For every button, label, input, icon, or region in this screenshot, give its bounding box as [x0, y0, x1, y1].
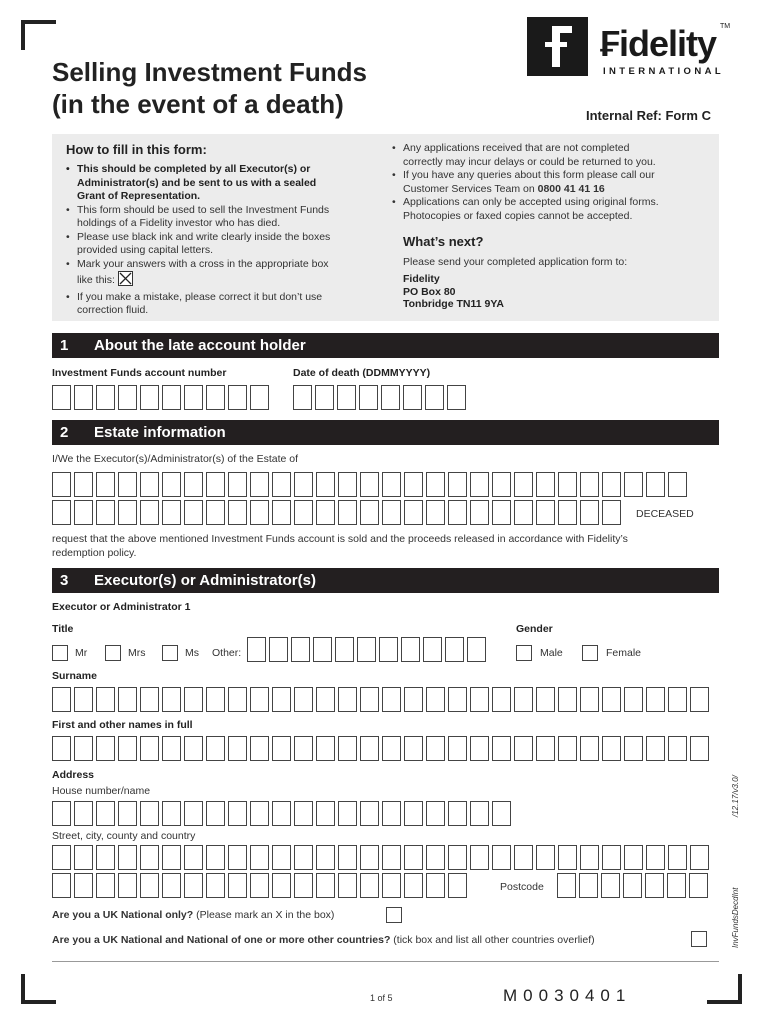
character-box[interactable] — [470, 500, 489, 525]
gender-male-checkbox[interactable] — [516, 645, 532, 661]
character-box[interactable] — [250, 873, 269, 898]
character-box[interactable] — [382, 845, 401, 870]
character-box[interactable] — [162, 687, 181, 712]
whats-next-text: Please send your completed application form to: — [403, 256, 628, 268]
character-box[interactable] — [272, 736, 291, 761]
corner-mark-bottom-left — [21, 974, 56, 1004]
uk-dual-national-question: Are you a UK National and National of one or more other countries? (tick box and list all other countries overlief) — [52, 934, 595, 946]
street-field-line-1[interactable] — [52, 845, 709, 870]
character-box[interactable] — [492, 472, 511, 497]
character-box[interactable] — [492, 736, 511, 761]
character-box[interactable] — [536, 736, 555, 761]
character-box[interactable] — [118, 801, 137, 826]
executor-1-label: Executor or Administrator 1 — [52, 601, 191, 613]
character-box[interactable] — [601, 873, 620, 898]
character-box[interactable] — [557, 873, 576, 898]
first-names-label: First and other names in full — [52, 719, 193, 731]
character-box[interactable] — [646, 845, 665, 870]
character-box[interactable] — [250, 801, 269, 826]
title-mr-checkbox[interactable] — [52, 645, 68, 661]
first-names-field[interactable] — [52, 736, 709, 761]
title-mr-label: Mr — [75, 647, 88, 659]
redemption-request-text: request that the above mentioned Investment Funds account is sold and the proceeds released in accordance with Fidelity’s redemption policy. — [52, 533, 628, 559]
character-box[interactable] — [140, 873, 159, 898]
character-box[interactable] — [448, 687, 467, 712]
character-box[interactable] — [96, 472, 115, 497]
character-box[interactable] — [74, 472, 93, 497]
character-box[interactable] — [247, 637, 266, 662]
character-box[interactable] — [162, 845, 181, 870]
character-box[interactable] — [602, 687, 621, 712]
character-box[interactable] — [52, 472, 71, 497]
character-box[interactable] — [140, 472, 159, 497]
character-box[interactable] — [250, 687, 269, 712]
phone-number: 0800 41 41 16 — [537, 182, 605, 195]
logo-subtitle: INTERNATIONAL — [603, 66, 725, 77]
character-box[interactable] — [558, 736, 577, 761]
character-box[interactable] — [445, 637, 464, 662]
character-box[interactable] — [558, 472, 577, 497]
uk-dual-national-checkbox[interactable] — [691, 931, 707, 947]
character-box[interactable] — [184, 385, 203, 410]
deceased-name-field-line-2[interactable] — [52, 500, 621, 525]
title-other-label: Other: — [212, 647, 242, 659]
character-box[interactable] — [404, 500, 423, 525]
character-box[interactable] — [250, 845, 269, 870]
character-box[interactable] — [228, 472, 247, 497]
form-reference-code: M0030401 — [503, 986, 632, 1005]
character-box[interactable] — [294, 687, 313, 712]
character-box[interactable] — [118, 385, 137, 410]
gender-female-label: Female — [606, 647, 642, 659]
character-box[interactable] — [206, 873, 225, 898]
character-box[interactable] — [52, 687, 71, 712]
character-box[interactable] — [668, 687, 687, 712]
character-box[interactable] — [269, 637, 288, 662]
account-number-field[interactable] — [52, 385, 269, 410]
fidelity-logo-icon — [527, 17, 588, 76]
character-box[interactable] — [514, 736, 533, 761]
how-to-item: • This should be completed by all Executor(s) or Administrator(s) and be sent to us with a sealed Grant of Representation. — [64, 163, 384, 204]
character-box[interactable] — [74, 500, 93, 525]
character-box[interactable] — [184, 687, 203, 712]
note-item: • Applications can only be accepted using original forms. Photocopies or faxed copies cannot be accepted. — [390, 196, 715, 223]
character-box[interactable] — [404, 845, 423, 870]
title-other-field[interactable] — [247, 637, 486, 662]
character-box[interactable] — [382, 472, 401, 497]
house-name-field[interactable] — [52, 801, 511, 826]
character-box[interactable] — [448, 801, 467, 826]
character-box[interactable] — [338, 500, 357, 525]
character-box[interactable] — [315, 385, 334, 410]
character-box[interactable] — [359, 385, 378, 410]
character-box[interactable] — [162, 736, 181, 761]
character-box[interactable] — [140, 801, 159, 826]
character-box[interactable] — [316, 801, 335, 826]
character-box[interactable] — [426, 687, 445, 712]
character-box[interactable] — [52, 801, 71, 826]
character-box[interactable] — [140, 687, 159, 712]
character-box[interactable] — [514, 687, 533, 712]
character-box[interactable] — [448, 873, 467, 898]
character-box[interactable] — [646, 687, 665, 712]
logo-wordmark: ₣idelity — [600, 23, 717, 64]
character-box[interactable] — [382, 736, 401, 761]
character-box[interactable] — [667, 873, 686, 898]
character-box[interactable] — [316, 472, 335, 497]
note-item: • Any applications received that are not completed correctly may incur delays or could be returned to you. — [390, 142, 715, 169]
character-box[interactable] — [118, 472, 137, 497]
character-box[interactable] — [558, 687, 577, 712]
character-box[interactable] — [579, 873, 598, 898]
character-box[interactable] — [492, 687, 511, 712]
character-box[interactable] — [602, 845, 621, 870]
character-box[interactable] — [602, 472, 621, 497]
notes-list — [390, 142, 715, 223]
character-box[interactable] — [228, 500, 247, 525]
character-box[interactable] — [294, 736, 313, 761]
character-box[interactable] — [52, 500, 71, 525]
character-box[interactable] — [448, 845, 467, 870]
character-box[interactable] — [313, 637, 332, 662]
character-box[interactable] — [580, 500, 599, 525]
character-box[interactable] — [250, 736, 269, 761]
character-box[interactable] — [294, 500, 313, 525]
character-box[interactable] — [96, 845, 115, 870]
character-box[interactable] — [206, 801, 225, 826]
form-code: InvFundsDecdInt — [731, 887, 740, 948]
character-box[interactable] — [536, 687, 555, 712]
character-box[interactable] — [96, 500, 115, 525]
postcode-label: Postcode — [500, 881, 544, 893]
character-box[interactable] — [448, 736, 467, 761]
character-box[interactable] — [162, 801, 181, 826]
address-label: Address — [52, 769, 95, 781]
character-box[interactable] — [293, 385, 312, 410]
uk-national-only-checkbox[interactable] — [386, 907, 402, 923]
character-box[interactable] — [338, 845, 357, 870]
character-box[interactable] — [272, 873, 291, 898]
character-box[interactable] — [162, 500, 181, 525]
character-box[interactable] — [316, 687, 335, 712]
character-box[interactable] — [580, 845, 599, 870]
character-box[interactable] — [404, 873, 423, 898]
character-box[interactable] — [470, 687, 489, 712]
character-box[interactable] — [360, 845, 379, 870]
character-box[interactable] — [360, 500, 379, 525]
character-box[interactable] — [624, 687, 643, 712]
character-box[interactable] — [426, 873, 445, 898]
character-box[interactable] — [206, 472, 225, 497]
footer-divider — [52, 961, 719, 962]
character-box[interactable] — [580, 472, 599, 497]
character-box[interactable] — [338, 472, 357, 497]
character-box[interactable] — [294, 801, 313, 826]
character-box[interactable] — [558, 845, 577, 870]
character-box[interactable] — [423, 637, 442, 662]
character-box[interactable] — [492, 500, 511, 525]
how-to-item: • Please use black ink and write clearly inside the boxes provided using capital letters. — [64, 231, 384, 258]
gender-female-checkbox[interactable] — [582, 645, 598, 661]
character-box[interactable] — [162, 385, 181, 410]
section-1-header: 1 About the late account holder — [52, 333, 719, 358]
corner-mark-top-left — [21, 20, 56, 50]
character-box[interactable] — [668, 736, 687, 761]
how-to-item: • Mark your answers with a cross in the appropriate box like this: — [64, 258, 384, 288]
title-line-2: (in the event of a death) — [52, 89, 344, 119]
internal-ref: Internal Ref: Form C — [586, 108, 711, 123]
character-box[interactable] — [357, 637, 376, 662]
character-box[interactable] — [250, 500, 269, 525]
character-box[interactable] — [382, 500, 401, 525]
corner-mark-bottom-right — [707, 974, 742, 1004]
uk-national-only-question: Are you a UK National only? (Please mark an X in the box) — [52, 909, 335, 921]
character-box[interactable] — [52, 385, 71, 410]
how-to-item: • This form should be used to sell the Investment Funds holdings of a Fidelity investor who has died. — [64, 204, 384, 231]
character-box[interactable] — [404, 736, 423, 761]
character-box[interactable] — [272, 801, 291, 826]
character-box[interactable] — [382, 873, 401, 898]
character-box[interactable] — [184, 500, 203, 525]
character-box[interactable] — [470, 472, 489, 497]
character-box[interactable] — [294, 845, 313, 870]
character-box[interactable] — [668, 845, 687, 870]
character-box[interactable] — [140, 385, 159, 410]
character-box[interactable] — [272, 500, 291, 525]
instructions-panel — [52, 134, 719, 321]
character-box[interactable] — [272, 845, 291, 870]
character-box[interactable] — [96, 736, 115, 761]
character-box[interactable] — [624, 845, 643, 870]
trademark-mark: TM — [720, 23, 731, 30]
character-box[interactable] — [514, 472, 533, 497]
character-box[interactable] — [74, 687, 93, 712]
character-box[interactable] — [338, 801, 357, 826]
deceased-label: DECEASED — [636, 508, 694, 520]
character-box[interactable] — [335, 637, 354, 662]
character-box[interactable] — [96, 801, 115, 826]
character-box[interactable] — [492, 845, 511, 870]
character-box[interactable] — [206, 385, 225, 410]
character-box[interactable] — [624, 736, 643, 761]
character-box[interactable] — [74, 873, 93, 898]
title-mrs-label: Mrs — [128, 647, 146, 659]
character-box[interactable] — [447, 385, 466, 410]
character-box[interactable] — [470, 801, 489, 826]
character-box[interactable] — [96, 873, 115, 898]
page-title — [52, 56, 367, 120]
character-box[interactable] — [294, 873, 313, 898]
character-box[interactable] — [448, 500, 467, 525]
section-2-header: 2 Estate information — [52, 420, 719, 445]
character-box[interactable] — [492, 801, 511, 826]
character-box[interactable] — [250, 472, 269, 497]
character-box[interactable] — [470, 845, 489, 870]
character-box[interactable] — [228, 385, 247, 410]
character-box[interactable] — [403, 385, 422, 410]
character-box[interactable] — [404, 472, 423, 497]
character-box[interactable] — [272, 687, 291, 712]
gender-label: Gender — [516, 623, 553, 635]
title-ms-checkbox[interactable] — [162, 645, 178, 661]
character-box[interactable] — [96, 687, 115, 712]
character-box[interactable] — [52, 845, 71, 870]
character-box[interactable] — [360, 736, 379, 761]
street-field-line-2[interactable] — [52, 873, 467, 898]
estate-intro-text: I/We the Executor(s)/Administrator(s) of the Estate of — [52, 453, 299, 465]
character-box[interactable] — [623, 873, 642, 898]
character-box[interactable] — [338, 687, 357, 712]
example-cross-box-icon — [118, 271, 133, 286]
character-box[interactable] — [338, 736, 357, 761]
character-box[interactable] — [580, 736, 599, 761]
character-box[interactable] — [404, 687, 423, 712]
character-box[interactable] — [184, 873, 203, 898]
character-box[interactable] — [425, 385, 444, 410]
character-box[interactable] — [162, 472, 181, 497]
house-name-label: House number/name — [52, 785, 151, 797]
character-box[interactable] — [470, 736, 489, 761]
character-box[interactable] — [184, 736, 203, 761]
character-box[interactable] — [250, 385, 269, 410]
character-box[interactable] — [690, 736, 709, 761]
character-box[interactable] — [381, 385, 400, 410]
character-box[interactable] — [689, 873, 708, 898]
character-box[interactable] — [690, 687, 709, 712]
page-number: 1 of 5 — [370, 993, 393, 1003]
character-box[interactable] — [118, 687, 137, 712]
character-box[interactable] — [228, 801, 247, 826]
character-box[interactable] — [426, 845, 445, 870]
character-box[interactable] — [316, 845, 335, 870]
character-box[interactable] — [228, 845, 247, 870]
character-box[interactable] — [360, 801, 379, 826]
character-box[interactable] — [140, 845, 159, 870]
character-box[interactable] — [558, 500, 577, 525]
character-box[interactable] — [74, 385, 93, 410]
character-box[interactable] — [228, 873, 247, 898]
character-box[interactable] — [291, 637, 310, 662]
character-box[interactable] — [316, 873, 335, 898]
character-box[interactable] — [74, 845, 93, 870]
date-of-death-field[interactable] — [293, 385, 466, 410]
character-box[interactable] — [140, 736, 159, 761]
gender-male-label: Male — [540, 647, 563, 659]
character-box[interactable] — [118, 500, 137, 525]
character-box[interactable] — [360, 472, 379, 497]
character-box[interactable] — [426, 736, 445, 761]
character-box[interactable] — [206, 736, 225, 761]
character-box[interactable] — [401, 637, 420, 662]
character-box[interactable] — [645, 873, 664, 898]
character-box[interactable] — [140, 500, 159, 525]
character-box[interactable] — [536, 472, 555, 497]
character-box[interactable] — [228, 736, 247, 761]
how-to-list — [64, 163, 384, 318]
surname-label: Surname — [52, 670, 97, 682]
character-box[interactable] — [118, 845, 137, 870]
character-box[interactable] — [580, 687, 599, 712]
character-box[interactable] — [624, 472, 643, 497]
character-box[interactable] — [52, 736, 71, 761]
character-box[interactable] — [206, 500, 225, 525]
character-box[interactable] — [184, 845, 203, 870]
how-to-heading: How to fill in this form: — [66, 142, 207, 157]
character-box[interactable] — [184, 801, 203, 826]
character-box[interactable] — [514, 845, 533, 870]
character-box[interactable] — [294, 472, 313, 497]
character-box[interactable] — [360, 873, 379, 898]
character-box[interactable] — [467, 637, 486, 662]
character-box[interactable] — [382, 801, 401, 826]
title-label: Title — [52, 623, 74, 635]
account-number-label: Investment Funds account number — [52, 367, 227, 379]
postcode-field[interactable] — [557, 873, 708, 898]
how-to-item: • If you make a mistake, please correct it but don’t use correction fluid. — [64, 291, 384, 318]
date-of-death-label: Date of death (DDMMYYYY) — [293, 367, 431, 379]
character-box[interactable] — [228, 687, 247, 712]
character-box[interactable] — [52, 873, 71, 898]
character-box[interactable] — [514, 500, 533, 525]
section-3-header: 3 Executor(s) or Administrator(s) — [52, 568, 719, 593]
character-box[interactable] — [646, 736, 665, 761]
character-box[interactable] — [404, 801, 423, 826]
character-box[interactable] — [74, 801, 93, 826]
character-box[interactable] — [360, 687, 379, 712]
character-box[interactable] — [118, 873, 137, 898]
title-line-1: Selling Investment Funds — [52, 57, 367, 87]
character-box[interactable] — [536, 500, 555, 525]
street-label: Street, city, county and country — [52, 830, 196, 842]
character-box[interactable] — [379, 637, 398, 662]
title-mrs-checkbox[interactable] — [105, 645, 121, 661]
character-box[interactable] — [74, 736, 93, 761]
character-box[interactable] — [646, 472, 665, 497]
character-box[interactable] — [272, 472, 291, 497]
postal-address: Fidelity PO Box 80 Tonbridge TN11 9YA — [403, 273, 504, 310]
character-box[interactable] — [448, 472, 467, 497]
note-item: • If you have any queries about this form please call our Customer Services Team on 0800 41 41 16 — [390, 169, 715, 196]
character-box[interactable] — [536, 845, 555, 870]
version-code: /12.17/v3.0/ — [731, 775, 740, 817]
character-box[interactable] — [118, 736, 137, 761]
character-box[interactable] — [426, 472, 445, 497]
character-box[interactable] — [382, 687, 401, 712]
character-box[interactable] — [426, 500, 445, 525]
whats-next-heading: What’s next? — [403, 234, 484, 249]
character-box[interactable] — [316, 736, 335, 761]
character-box[interactable] — [602, 500, 621, 525]
character-box[interactable] — [668, 472, 687, 497]
deceased-name-field-line-1[interactable] — [52, 472, 687, 497]
character-box[interactable] — [316, 500, 335, 525]
character-box[interactable] — [162, 873, 181, 898]
character-box[interactable] — [184, 472, 203, 497]
character-box[interactable] — [602, 736, 621, 761]
character-box[interactable] — [337, 385, 356, 410]
title-ms-label: Ms — [185, 647, 199, 659]
character-box[interactable] — [206, 845, 225, 870]
character-box[interactable] — [96, 385, 115, 410]
character-box[interactable] — [338, 873, 357, 898]
surname-field[interactable] — [52, 687, 709, 712]
character-box[interactable] — [426, 801, 445, 826]
character-box[interactable] — [206, 687, 225, 712]
character-box[interactable] — [690, 845, 709, 870]
